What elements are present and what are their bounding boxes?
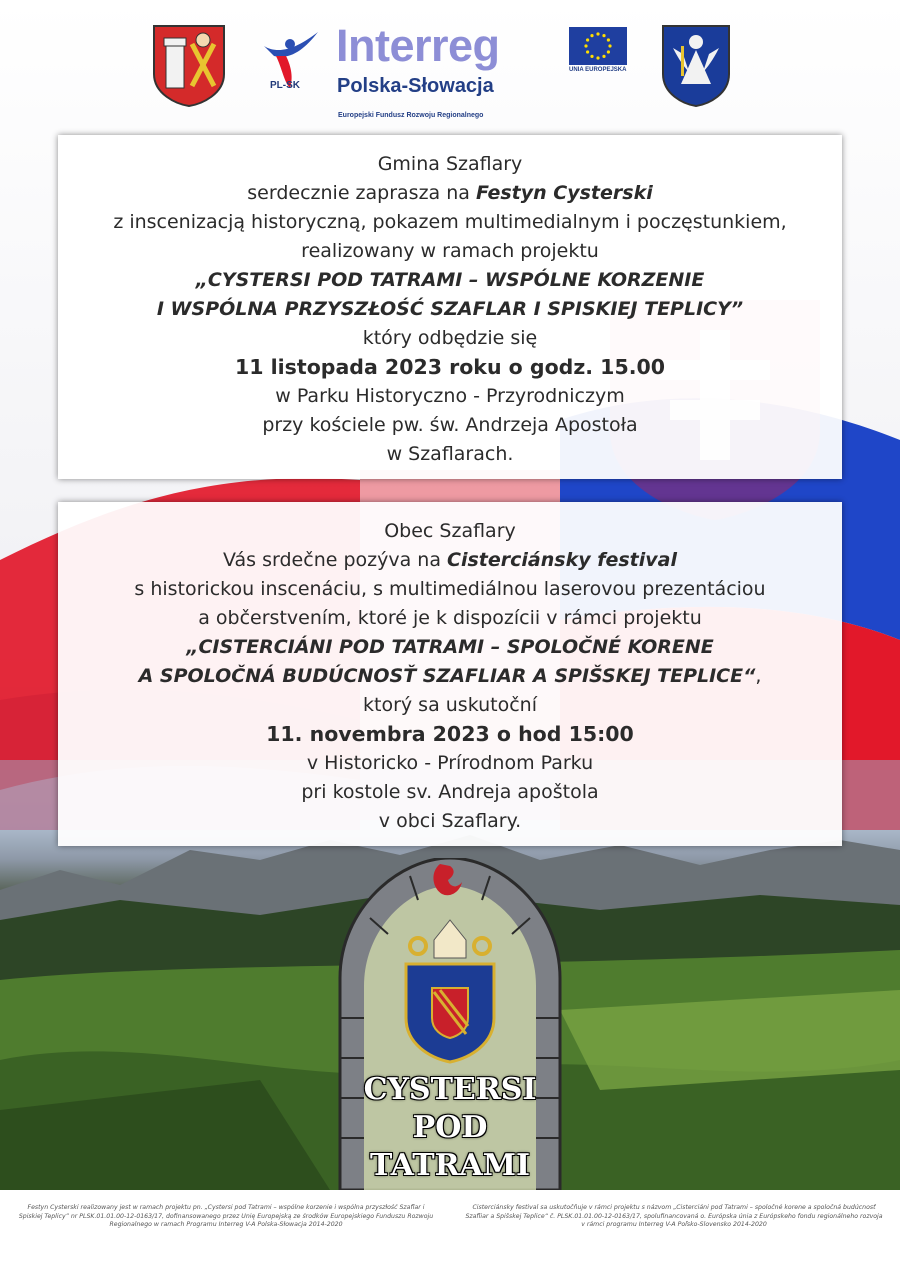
sk-when-intro: ktorý sa uskutoční xyxy=(363,694,537,716)
pl-date: 11 listopada 2023 roku o godz. 15.00 xyxy=(234,355,666,379)
eu-stars-icon xyxy=(569,27,627,65)
sk-organizer: Obec Szaflary xyxy=(384,520,516,542)
sk-event-name: Cisterciánsky festival xyxy=(447,549,677,571)
pl-invite-prefix: serdecznie zaprasza na xyxy=(247,182,476,204)
pl-place-3: w Szaflarach. xyxy=(386,443,514,465)
footer-note-polish: Festyn Cysterski realizowany jest w ramach projektu pn. „Cystersi pod Tatrami – wspólne korzenie i wspólna przyszłość Szaflar i Spiskiej Teplicy” nr PLSK.01.01.00-12-0163/17, dofinansowanego przez Unię Europejską ze środków Europejskiego Funduszu Rozwoju Regionalnego w ramach Programu Interreg V-A Polska-Słowacja 2014-2020 xyxy=(18,1204,434,1229)
logo-line-2: POD xyxy=(412,1110,488,1145)
sk-project-title-2-line xyxy=(58,662,842,691)
pl-place-1: w Parku Historyczno - Przyrodniczym xyxy=(275,385,625,407)
footer xyxy=(0,1190,900,1270)
interreg-region: Polska-Słowacja xyxy=(337,75,494,97)
plsk-label: PL-SK xyxy=(270,80,300,91)
footer-note-slovak: Cisterciánsky festival sa uskutočňuje v rámci projektu s názvom „Cisterciáni pod Tatrami – spoločné korene a spoločná budúcnosť Szafliar a Spišskej Teplice“ č. PLSK.01.01.00-12-0163/17, spolufinancovaná o. Európska únia z Európskeho fondu regionálneho rozvoja v rámci programu Interreg V-A Poľsko-Slovensko 2014-2020 xyxy=(465,1204,883,1229)
pl-project-title-2: I WSPÓLNA PRZYSZŁOŚĆ SZAFLAR I SPISKIEJ TEPLICY” xyxy=(156,298,744,320)
invitation-card-polish xyxy=(58,135,842,479)
logo-line-3: TATRAMI xyxy=(369,1148,531,1183)
eu-label: UNIA EUROPEJSKA xyxy=(569,67,627,73)
szaflary-crest-icon xyxy=(152,24,226,108)
invitation-card-slovak xyxy=(58,502,842,846)
spisska-teplica-crest-icon xyxy=(661,24,731,108)
sk-project-intro: a občerstvením, ktoré je k dispozícii v rámci projektu xyxy=(198,607,702,629)
pl-when-intro: który odbędzie się xyxy=(362,327,538,349)
pl-event-name: Festyn Cysterski xyxy=(475,182,653,204)
pl-organizer: Gmina Szaflary xyxy=(377,153,523,175)
sk-place-1: v Historicko - Prírodnom Parku xyxy=(306,752,594,774)
sk-date: 11. novembra 2023 o hod 15:00 xyxy=(266,722,634,746)
pl-project-intro: realizowany w ramach projektu xyxy=(301,240,599,262)
logo-line-1: CYSTERSI xyxy=(363,1072,537,1107)
sk-invite-prefix: Vás srdečne pozýva na xyxy=(223,549,448,571)
sk-project-title-2-tail: , xyxy=(755,665,762,687)
interreg-wordmark: Interreg xyxy=(336,20,500,71)
pl-program: z inscenizacją historyczną, pokazem multimedialnym i poczęstunkiem, xyxy=(113,211,787,233)
sk-invite-line xyxy=(58,546,842,575)
sk-place-3: v obci Szaflary. xyxy=(378,810,522,832)
sk-place-2: pri kostole sv. Andreja apoštola xyxy=(301,781,599,803)
pl-invite-line xyxy=(58,179,842,208)
sk-program: s historickou inscenáciu, s multimediálnou laserovou prezentáciou xyxy=(134,578,766,600)
sk-project-title-1: „CISTERCIÁNI POD TATRAMI – SPOLOČNÉ KORENE xyxy=(186,636,714,658)
header-logos xyxy=(0,0,900,130)
interreg-fund: Europejski Fundusz Rozwoju Regionalnego xyxy=(338,112,484,119)
pl-place-2: przy kościele pw. św. Andrzeja Apostoła xyxy=(262,414,638,436)
eu-flag-icon xyxy=(569,27,627,65)
sk-project-title-2: A SPOLOČNÁ BUDÚCNOSŤ SZAFLIAR A SPIŠSKEJ TEPLICE“ xyxy=(138,665,756,687)
pl-project-title-1: „CYSTERSI POD TATRAMI – WSPÓLNE KORZENIE xyxy=(195,269,705,291)
